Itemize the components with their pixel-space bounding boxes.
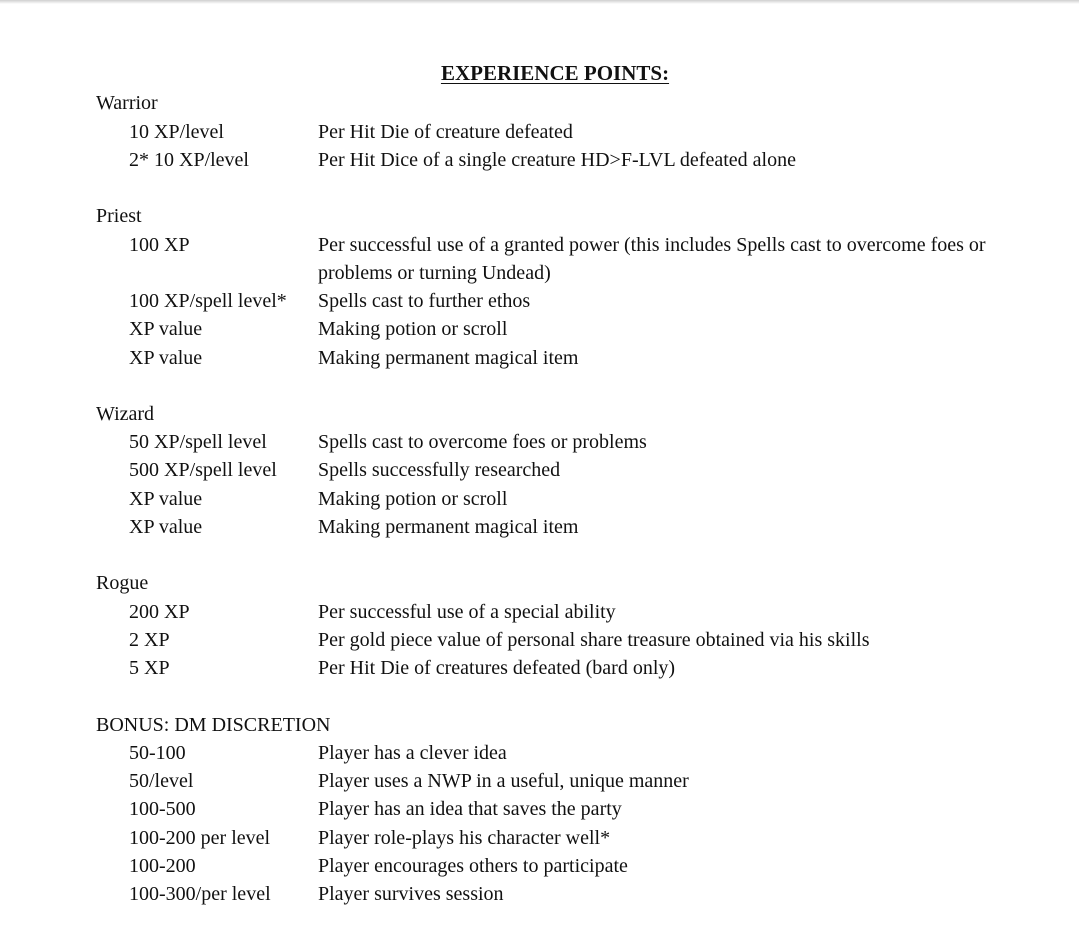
xp-award: 100-200 xyxy=(129,855,196,877)
xp-award: 50/level xyxy=(129,770,194,792)
xp-description: Making permanent magical item xyxy=(318,347,579,369)
xp-description: Spells cast to overcome foes or problems xyxy=(318,431,647,453)
section-header-rogue: Rogue xyxy=(96,572,149,594)
xp-description: Player survives session xyxy=(318,883,504,905)
xp-award: XP value xyxy=(129,488,203,510)
xp-description: Per Hit Dice of a single creature HD>F-LVL defeated alone xyxy=(318,149,796,171)
xp-description: Player encourages others to participate xyxy=(318,855,628,877)
xp-description: Player role-plays his character well* xyxy=(318,827,611,849)
xp-award: XP value xyxy=(129,318,203,340)
xp-award: XP value xyxy=(129,516,203,538)
page-title: EXPERIENCE POINTS: xyxy=(440,61,670,85)
xp-description: Player has an idea that saves the party xyxy=(318,798,622,820)
xp-description: Per gold piece value of personal share treasure obtained via his skills xyxy=(318,629,870,651)
xp-award: 2* 10 XP/level xyxy=(129,149,249,171)
xp-award: 200 XP xyxy=(129,601,190,623)
xp-description: Per Hit Die of creature defeated xyxy=(318,121,573,143)
xp-description: Spells successfully researched xyxy=(318,459,561,481)
xp-award: 50 XP/spell level xyxy=(129,431,267,453)
xp-award: XP value xyxy=(129,347,203,369)
xp-description: Spells cast to further ethos xyxy=(318,290,531,312)
viewer-top-edge xyxy=(0,0,1079,4)
xp-description: Per Hit Die of creatures defeated (bard only) xyxy=(318,657,676,679)
xp-award: 500 XP/spell level xyxy=(129,459,277,481)
xp-award: 100-200 per level xyxy=(129,827,271,849)
xp-award: 2 XP xyxy=(129,629,170,651)
xp-award: 100-300/per level xyxy=(129,883,271,905)
xp-award: 5 XP xyxy=(129,657,170,679)
xp-description: Player uses a NWP in a useful, unique manner xyxy=(318,770,689,792)
xp-description: Making potion or scroll xyxy=(318,488,508,510)
xp-description: Per successful use of a granted power (this includes Spells cast to overcome foes or problems or turning Undead) xyxy=(318,234,986,284)
xp-award: 50-100 xyxy=(129,742,186,764)
xp-award: 10 XP/level xyxy=(129,121,224,143)
xp-award: 100 XP xyxy=(129,234,190,256)
xp-description: Per successful use of a special ability xyxy=(318,601,616,623)
section-header-warrior: Warrior xyxy=(96,92,158,114)
xp-award: 100 XP/spell level* xyxy=(129,290,287,312)
section-header-wizard: Wizard xyxy=(96,403,155,425)
xp-description: Making permanent magical item xyxy=(318,516,579,538)
xp-award: 100-500 xyxy=(129,798,196,820)
section-header-priest: Priest xyxy=(96,205,142,227)
xp-description: Making potion or scroll xyxy=(318,318,508,340)
xp-description: Player has a clever idea xyxy=(318,742,507,764)
section-header-bonus: BONUS: DM DISCRETION xyxy=(96,714,331,736)
